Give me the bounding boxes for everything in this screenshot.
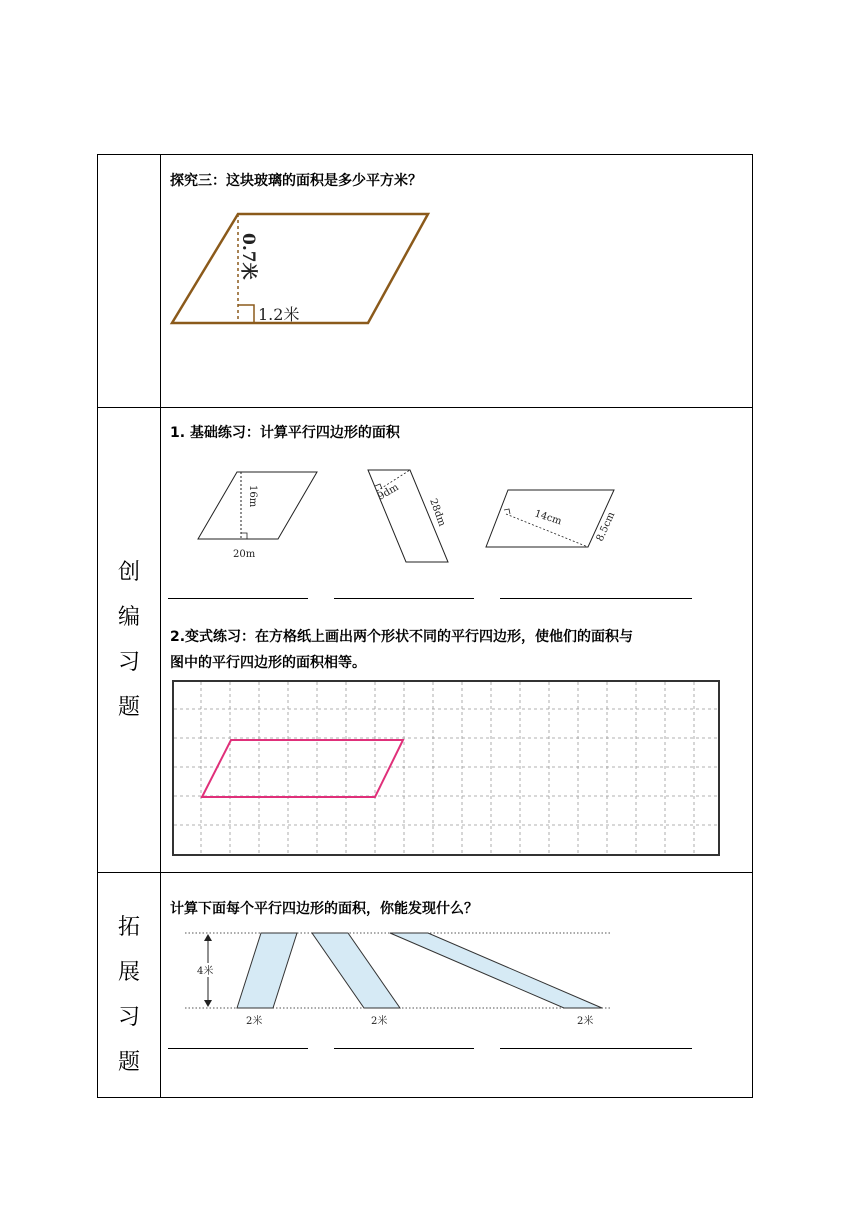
base-label: 1.2米	[258, 305, 300, 324]
glass-parallelogram-figure	[160, 205, 460, 340]
parallelogram-fig-3	[480, 480, 640, 560]
height-label: 0.7米	[238, 233, 258, 280]
extend-question: 计算下面每个平行四边形的面积，你能发现什么？	[170, 901, 478, 917]
basic-exercise-title: 1. 基础练习：计算平行四边形的面积	[170, 425, 400, 441]
right-angle-mark	[238, 305, 254, 323]
parallelogram-fig-1	[190, 465, 330, 565]
fig3-diagonal: 14cm	[533, 508, 563, 528]
grid-lines	[174, 682, 718, 854]
arrow-head-bottom	[204, 1000, 212, 1007]
side-char: 题	[117, 695, 140, 720]
explore-question: 探究三：这块玻璃的面积是多少平方米？	[170, 173, 422, 189]
side-char: 展	[117, 960, 140, 985]
side-char: 编	[117, 605, 140, 630]
equal-height-parallelograms-figure	[185, 925, 615, 1030]
row-divider-1	[98, 407, 752, 408]
given-parallelogram	[202, 740, 403, 797]
parallelogram-b	[312, 933, 400, 1008]
answer-blank[interactable]	[334, 598, 474, 599]
arrow-head-top	[204, 934, 212, 941]
parallelogram-fig-2	[360, 465, 470, 575]
fig1-base: 20m	[233, 549, 256, 560]
answer-blank[interactable]	[500, 598, 692, 599]
height-label: 4米	[197, 966, 214, 977]
fig3-side: 8.5cm	[594, 510, 618, 544]
base-label-a: 2米	[246, 1016, 263, 1027]
variant-exercise-line2: 图中的平行四边形的面积相等。	[170, 655, 366, 671]
glass-shape	[172, 214, 428, 323]
row-divider-2	[98, 872, 752, 873]
side-char: 习	[117, 1005, 140, 1030]
right-angle-mark-1	[241, 533, 247, 539]
side-char: 题	[117, 1050, 140, 1075]
grid-border	[173, 681, 719, 855]
side-char: 习	[117, 650, 140, 675]
base-label-c: 2米	[577, 1016, 594, 1027]
variant-exercise-line1: 2.变式练习：在方格纸上画出两个形状不同的平行四边形，使他们的面积与	[170, 629, 634, 645]
grid-paper	[172, 680, 720, 856]
parallelogram-a	[237, 933, 297, 1008]
side-char: 创	[117, 560, 140, 585]
answer-blank[interactable]	[500, 1048, 692, 1049]
answer-blank[interactable]	[168, 598, 308, 599]
side-char: 拓	[117, 915, 140, 940]
fig1-height: 16m	[247, 485, 258, 508]
right-angle-mark-3	[504, 509, 510, 514]
fig2-height: 9dm	[376, 481, 401, 503]
base-label-b: 2米	[371, 1016, 388, 1027]
side-label-extend	[98, 873, 160, 1099]
parallelogram-c	[390, 933, 602, 1008]
answer-blank[interactable]	[334, 1048, 474, 1049]
side-label-create	[98, 408, 160, 872]
fig2-side: 28dm	[427, 497, 448, 528]
answer-blank[interactable]	[168, 1048, 308, 1049]
